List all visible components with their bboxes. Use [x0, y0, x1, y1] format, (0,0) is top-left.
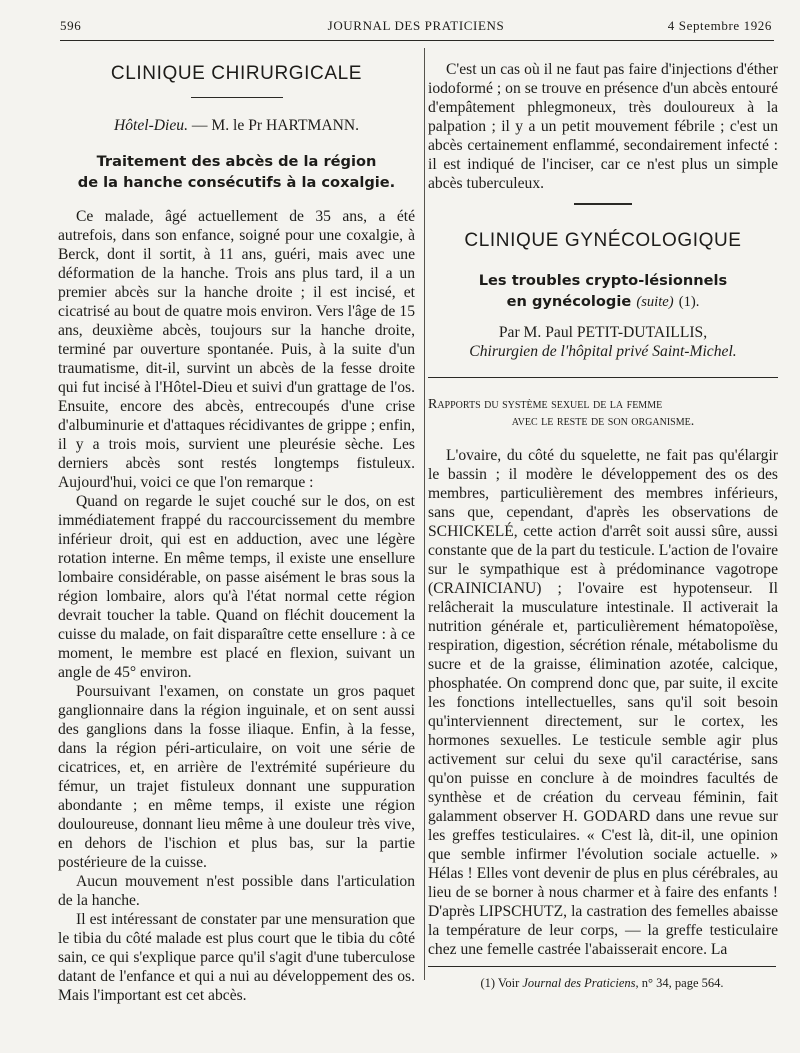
section-title-gynecology: CLINIQUE GYNÉCOLOGIQUE — [464, 230, 742, 251]
suite-note: (suite) — [636, 294, 674, 310]
right-column — [428, 60, 778, 959]
author-name: — M. le Pr HARTMANN. — [191, 117, 360, 134]
paragraph: Poursuivant l'examen, on constate un gros paquet ganglionnaire dans la région inguinale, et on sent aussi des ganglions dans la fosse iliaque. Enfin, à la fesse, dans la région péri-articulaire, on voit une série de cicatrices, et, en arrière de l'extrémité supérieure du fémur, un trajet fistuleux donnant une suppuration abondante ; en même temps, il existe une région douloureuse, donnant lieu même à une douleur très vive, en dehors de l'ischion et plus bas, sur la partie postérieure de la cuisse. — [58, 683, 415, 871]
section-rule — [191, 97, 283, 98]
article-title-line-2: de la hanche consécutifs à la coxalgie. — [77, 174, 396, 191]
article-separator — [574, 203, 632, 205]
paragraph: Il est intéressant de constater par une mensuration que le tibia du côté malade est plus court que le tibia du côté sain, ce qui s'explique parce qu'il s'agit d'une tuberculose datant de l'enfance et qui a nui au développement des os. Mais l'important est cet abcès. — [58, 911, 415, 1004]
running-header — [60, 18, 772, 38]
left-column — [58, 60, 415, 1005]
paragraph: Aucun mouvement n'est possible dans l'articulation de la hanche. — [58, 873, 415, 909]
header-rule — [60, 40, 774, 41]
paragraph: Quand on regarde le sujet couché sur le dos, on est immédiatement frappé du raccourcissement du membre inférieur droit, qui est en adduction, avec une légère rotation interne. En même temps, il existe une ensellure lombaire considérable, on passe aisément le bras sous la région lombaire, alors qu'à l'état normal cette région devrait toucher la table. Quand on fléchit doucement la cuisse du malade, on fait disparaître cette ensellure : à ce moment, le membre est placé en flexion, suivant un angle de 45° environ. — [58, 493, 415, 681]
author-name: Par M. Paul PETIT-DUTAILLIS, — [498, 324, 708, 341]
issue-date: 4 Septembre 1926 — [667, 18, 772, 33]
column-divider — [424, 48, 425, 980]
continuation-text — [428, 60, 778, 193]
byline — [58, 116, 415, 135]
author-role: Chirurgien de l'hôpital privé Saint-Michel. — [469, 343, 737, 360]
footnote-rule — [428, 966, 776, 967]
paragraph: C'est un cas où il ne faut pas faire d'injections d'éther iodoformé ; on se trouve en présence d'un abcès entouré d'empâtement phlegmoneux, très douloureux à la palpation ; il y a un petit mouvement fébrile ; c'est un abcès certainement enflammé, secondairement infecté : il est indiqué de l'inciser, car ce n'est plus un simple abcès tuberculeux. — [428, 61, 778, 192]
article-title-line-2: en gynécologie — [506, 293, 632, 310]
footnote-prefix: (1) Voir — [480, 976, 520, 990]
article-title-line-1: Traitement des abcès de la région — [96, 153, 377, 170]
paragraph: Ce malade, âgé actuellement de 35 ans, a été autrefois, dans son enfance, soigné pour une coxalgie, à Berck, dont il sortit, à 11 ans, guéri, mais avec une déformation de la hanche. Trois ans plus tard, il a un premier abcès sur la hanche droite ; il est incisé, et cicatrisé au bout de quatre mois environ. Vers l'âge de 15 ans, deuxième abcès, toujours sur la hanche droite, terminé par ouverture spontanée. Puis, à la suite d'un traumatisme, dit-il, survint un abcès de la fesse droite qui fut incisé à l'Hôtel-Dieu et suivi d'un grattage de l'os. Ensuite, encore des abcès, entrecoupés d'une crise d'albuminurie et d'attaques récidivantes de grippe ; enfin, il y a trois mois, survient une pleurésie sèche. Les derniers abcès sont restés longtemps fistuleux. Aujourd'hui, voici ce que l'on remarque : — [58, 208, 415, 491]
subhead-rule — [428, 377, 778, 378]
article-title — [58, 151, 415, 193]
hospital-name: Hôtel-Dieu. — [113, 117, 188, 134]
footnote-reference: n° 34, page 564. — [641, 976, 724, 990]
page-number: 596 — [60, 18, 82, 33]
footnote-marker: (1). — [678, 294, 700, 310]
article-body — [58, 207, 415, 1005]
footnote-journal: Journal des Praticiens, — [522, 976, 639, 990]
section-title-surgery: CLINIQUE CHIRURGICALE — [110, 63, 363, 84]
paragraph: L'ovaire, du côté du squelette, ne fait pas qu'élargir le bassin ; il modère le développement des os des membres, particulièrement des membres inférieurs, sans que, cependant, d'après les observations de SCHICKELÉ, cette action d'arrêt soit aussi sûre, aussi constante que de la part du testicule. L'action de l'ovaire sur le sympathique est à prédominance vagotrope (CRAINICIANU) ; l'ovaire est hypotenseur. Il relâcherait la musculature intestinale. Il activerait la nutrition générale et, particulièrement hématopoïèse, respiration, digestion, sécrétion rénale, métabolisme du sucre et de la graisse, élimination azotée, calcique, phosphatée. On comprend donc que, par suite, il excite les fonctions intellectuelles, sans qu'il soit besoin qu'interviennent directement, sur le cortex, les hormones sexuelles. Le testicule semble agir plus activement sur celui du sexe qu'il caractérise, sans qu'on puisse en conclure à de moindres facultés de synthèse et de création du cerveau féminin, fait galamment observer H. GODARD dans une revue sur les greffes testiculaires. « C'est là, dit-il, une opinion que semble infirmer l'évolution sociale actuelle. » Hélas ! Elles vont devenir de plus en plus cérébrales, au lieu de se borner à nous charmer et à faire des enfants ! D'après LIPSCHUTZ, la castration des femelles abaisse la température de leur corps, — la greffe testiculaire chez une femelle castrée l'abaisserait encore. La — [428, 447, 778, 958]
byline — [428, 323, 778, 361]
article-title — [428, 270, 778, 313]
subheading-line-1: Rapports du système sexuel de la femme — [428, 397, 663, 412]
journal-title: JOURNAL DES PRATICIENS — [327, 18, 505, 33]
footnote — [428, 976, 776, 991]
article-body — [428, 446, 778, 959]
article-title-line-1: Les troubles crypto-lésionnels — [478, 272, 728, 289]
subheading — [428, 396, 778, 430]
subheading-line-2: avec le reste de son organisme. — [511, 414, 695, 429]
